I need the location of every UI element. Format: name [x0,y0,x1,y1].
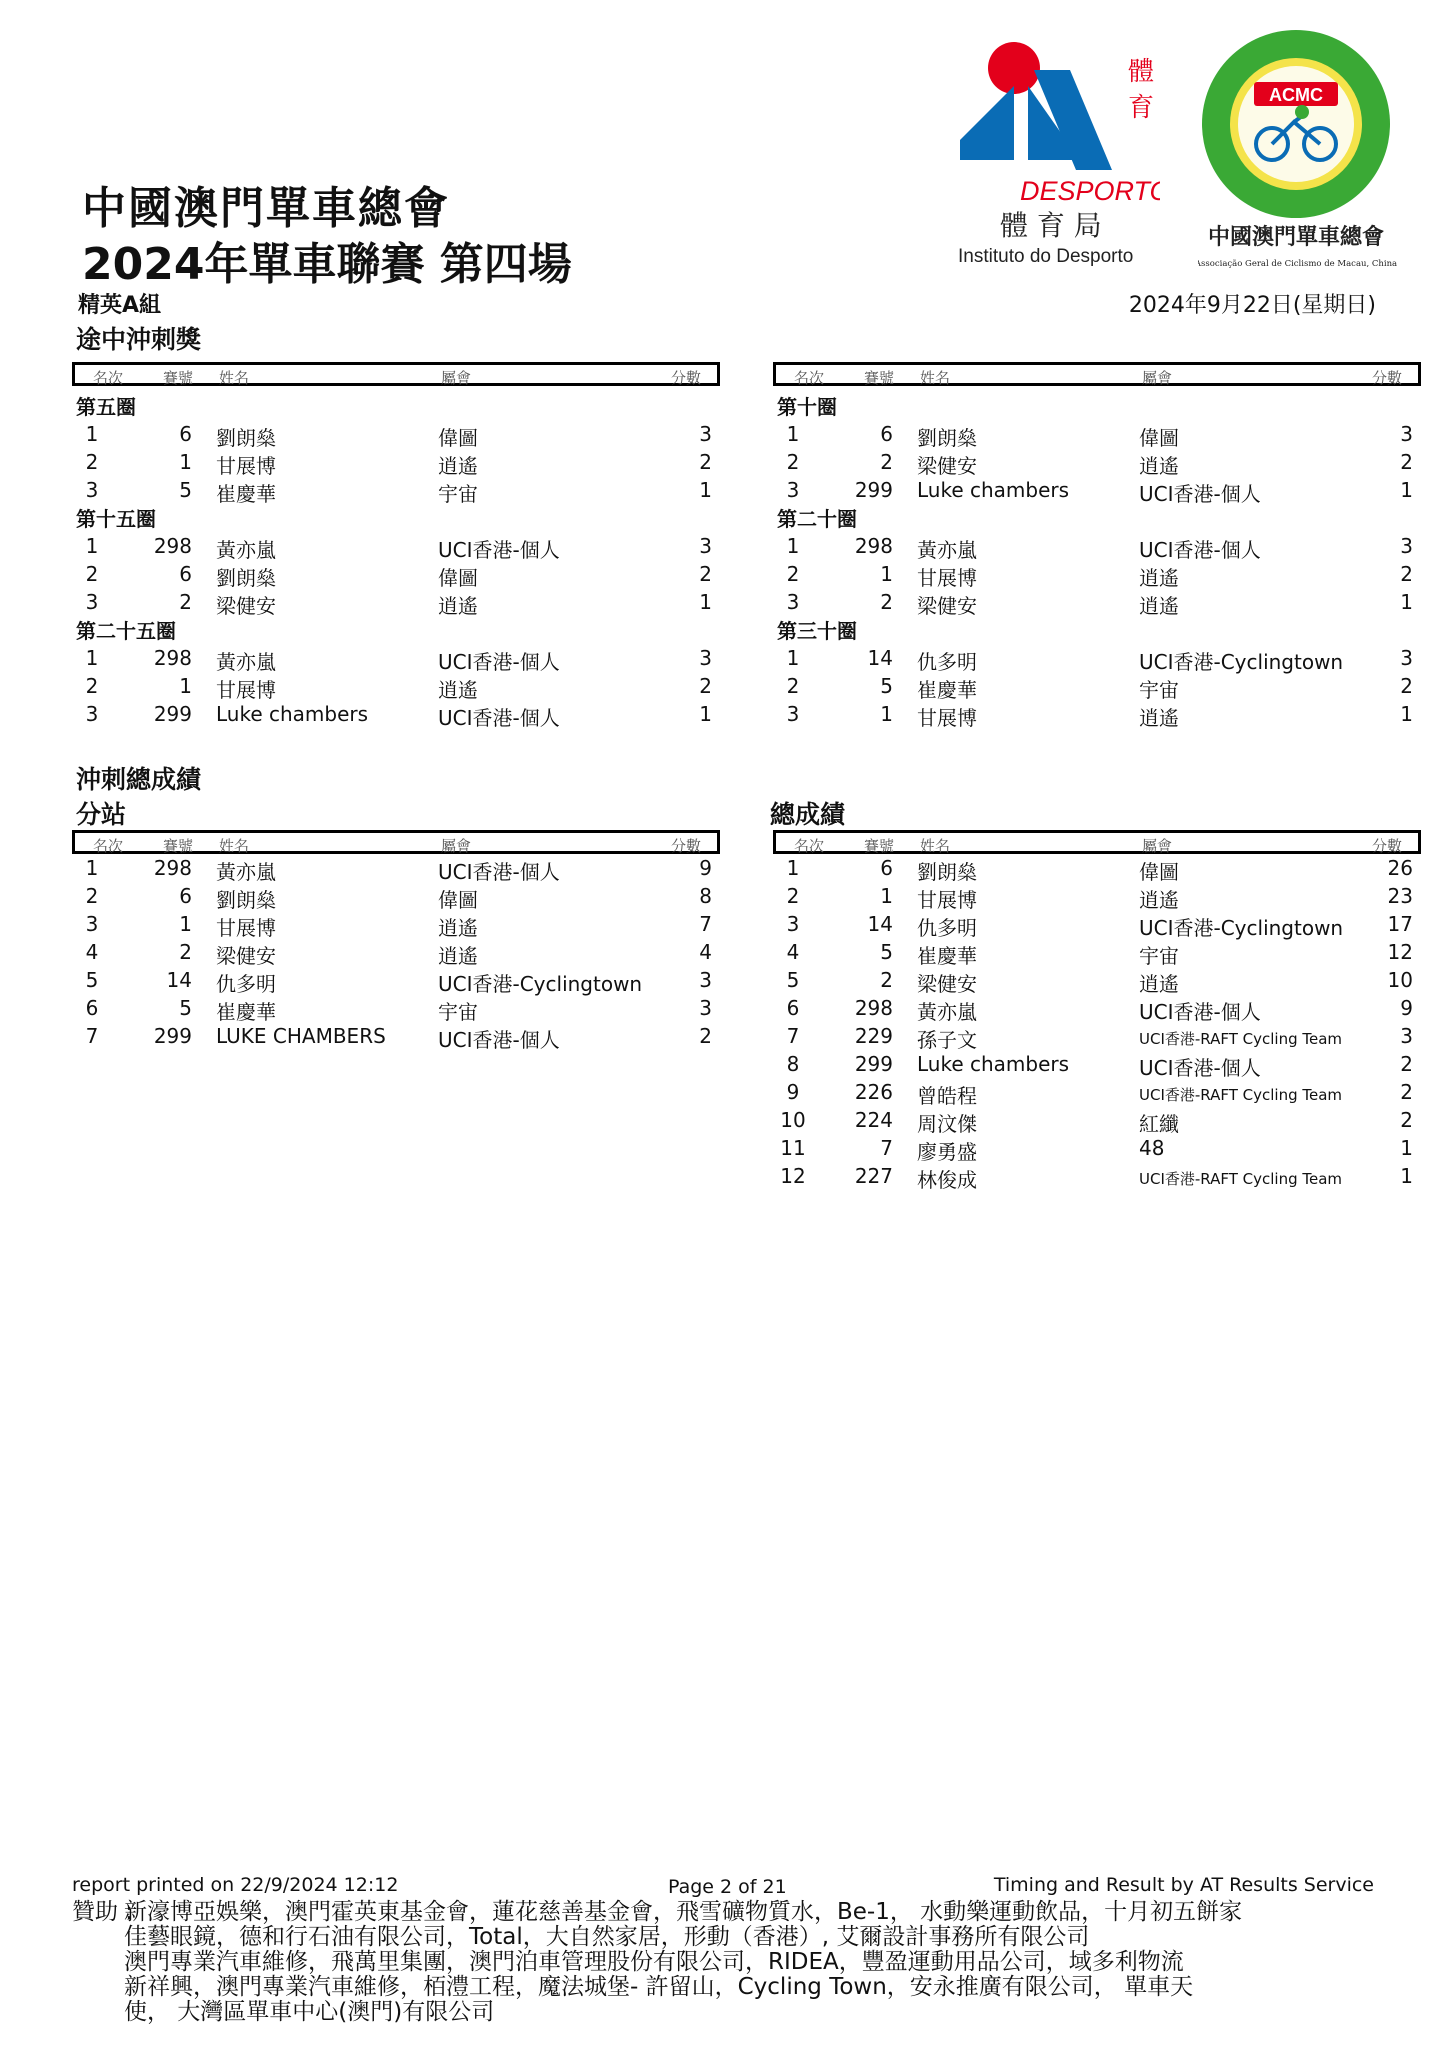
rider-name-cell: 仇多明 [917,650,977,674]
lap-title: 第五圈 [76,395,136,419]
rank-cell: 1 [85,534,99,558]
score-cell: 1 [1400,702,1413,726]
col-score: 分數 [1371,369,1402,387]
club-cell: 逍遙 [1139,454,1179,478]
rank-cell: 6 [786,996,800,1020]
club-cell: UCI香港-Cyclingtown [1139,916,1344,940]
club-cell: UCI香港-RAFT Cycling Team [1139,1170,1343,1188]
col-club: 屬會 [441,369,472,387]
club-cell: 宇宙 [438,482,478,506]
rank-cell: 11 [780,1136,806,1160]
score-cell: 1 [1400,1164,1413,1188]
club-cell: UCI香港-個人 [1139,1000,1261,1024]
rank-cell: 8 [786,1052,800,1076]
rider-name-cell: 梁健安 [216,944,276,968]
rank-cell: 3 [85,478,99,502]
club-cell: UCI香港-個人 [438,860,560,884]
section-title-summary: 沖刺總成績 [76,765,202,794]
score-cell: 1 [699,702,712,726]
sprints-table-right [773,362,1421,728]
table-header [773,830,1421,854]
club-cell: UCI香港-個人 [1139,1056,1261,1080]
rider-name-cell: 林俊成 [917,1168,977,1192]
bib-number-cell: 2 [179,590,192,614]
score-cell: 2 [699,450,712,474]
score-cell: 3 [1400,1024,1413,1048]
table-header [773,362,1421,386]
table-row [773,938,1421,966]
bib-number-cell: 229 [854,1024,893,1048]
rank-cell: 2 [786,884,800,908]
table-row [773,854,1421,882]
score-cell: 2 [699,674,712,698]
table-row [72,938,720,966]
club-cell: 逍遙 [1139,972,1179,996]
score-cell: 3 [699,646,712,670]
table-row [72,966,720,994]
score-cell: 9 [1400,996,1413,1020]
rank-cell: 7 [85,1024,99,1048]
col-name: 姓名 [920,837,951,855]
table-row [773,644,1421,672]
table-row [72,672,720,700]
rider-name-cell: 梁健安 [917,454,977,478]
rank-cell: 2 [85,674,99,698]
club-cell: 紅纖 [1139,1112,1179,1136]
rank-cell: 2 [786,562,800,586]
rank-cell: 3 [85,702,99,726]
rider-name-cell: 梁健安 [917,594,977,618]
col-name: 姓名 [219,837,250,855]
bib-number-cell: 6 [179,884,192,908]
table-row [773,588,1421,616]
rider-name-cell: Luke chambers [216,702,369,726]
club-cell: 逍遙 [438,594,478,618]
rider-name-cell: 甘展博 [917,566,977,590]
desporto-brand: DESPORTO [1020,176,1160,206]
rider-name-cell: 劉朗燊 [917,426,977,450]
club-cell: 偉圖 [438,566,478,590]
rank-cell: 2 [786,674,800,698]
rank-cell: 10 [780,1108,806,1132]
rank-cell: 6 [85,996,99,1020]
table-row [773,700,1421,728]
table-row [773,532,1421,560]
rider-name-cell: 黃亦嵐 [917,1000,977,1024]
score-cell: 2 [1400,562,1413,586]
table-row [72,476,720,504]
rider-name-cell: 崔慶華 [917,944,977,968]
bib-number-cell: 14 [867,912,893,936]
table-row [773,672,1421,700]
score-cell: 26 [1387,856,1413,880]
club-cell: 逍遙 [1139,888,1179,912]
club-cell: 逍遙 [438,916,478,940]
table-row [773,1162,1421,1190]
rider-name-cell: 梁健安 [917,972,977,996]
bib-number-cell: 2 [880,968,893,992]
bib-number-cell: 7 [880,1136,893,1160]
bib-number-cell: 299 [854,1052,893,1076]
desporto-cn-name: 體 育 局 [1000,209,1102,242]
col-name: 姓名 [920,369,951,387]
rank-cell: 2 [85,884,99,908]
score-cell: 2 [1400,1108,1413,1132]
lap-title: 第十五圈 [76,507,156,531]
rank-cell: 1 [786,856,800,880]
score-cell: 4 [699,940,712,964]
bib-number-cell: 299 [153,1024,192,1048]
bib-number-cell: 2 [880,450,893,474]
lap-title: 第三十圈 [777,619,857,643]
score-cell: 1 [1400,1136,1413,1160]
bib-number-cell: 299 [153,702,192,726]
bib-number-cell: 5 [179,478,192,502]
score-cell: 3 [1400,534,1413,558]
bib-number-cell: 298 [854,534,893,558]
club-cell: UCI香港-Cyclingtown [438,972,643,996]
score-cell: 1 [1400,478,1413,502]
rank-cell: 4 [85,940,99,964]
desporto-char-1: 體 [1128,57,1155,87]
club-cell: 逍遙 [438,678,478,702]
club-cell: UCI香港-個人 [438,538,560,562]
rider-name-cell: 仇多明 [917,916,977,940]
club-cell: UCI香港-RAFT Cycling Team [1139,1086,1343,1104]
score-cell: 23 [1387,884,1413,908]
rank-cell: 2 [85,562,99,586]
club-cell: 逍遙 [1139,566,1179,590]
score-cell: 2 [1400,674,1413,698]
table-row [773,966,1421,994]
club-cell: UCI香港-個人 [438,706,560,730]
club-cell: 宇宙 [1139,678,1179,702]
col-club: 屬會 [441,837,472,855]
rank-cell: 1 [85,646,99,670]
col-rank: 名次 [794,369,825,387]
bib-number-cell: 1 [880,884,893,908]
bib-number-cell: 1 [179,912,192,936]
club-cell: 偉圖 [1139,426,1179,450]
rider-name-cell: 甘展博 [216,678,276,702]
bib-number-cell: 14 [166,968,192,992]
rider-name-cell: 仇多明 [216,972,276,996]
sponsor-line: 澳門專業汽車維修，飛萬里集團，澳門泊車管理股份有限公司，RIDEA，豐盈運動用品公司，域多利物流 [124,1949,1184,1975]
score-cell: 8 [699,884,712,908]
rider-name-cell: 甘展博 [216,916,276,940]
rank-cell: 12 [780,1164,806,1188]
bib-number-cell: 226 [854,1080,893,1104]
bib-number-cell: 5 [880,674,893,698]
bib-number-cell: 224 [854,1108,893,1132]
table-row [773,560,1421,588]
rider-name-cell: 周汶傑 [917,1112,977,1136]
sponsor-line: 新祥興，澳門專業汽車維修，栢澧工程，魔法城堡- 許留山，Cycling Town，安永推廣有限公司， 單車天 [124,1974,1194,2000]
acmc-cn-name: 中國澳門單車總會 [1207,224,1385,250]
sponsor-label: 贊助 : [72,1899,134,1925]
report-title: 中國澳門單車總會 [82,183,450,234]
bib-number-cell: 1 [880,562,893,586]
desporto-char-2: 育 [1128,93,1155,123]
score-cell: 17 [1387,912,1413,936]
rider-name-cell: 廖勇盛 [917,1140,977,1164]
score-cell: 10 [1387,968,1413,992]
timing-credit: Timing and Result by AT Results Service [993,1874,1374,1896]
score-cell: 3 [699,422,712,446]
table-row [72,560,720,588]
bib-number-cell: 6 [179,562,192,586]
score-cell: 1 [699,590,712,614]
club-cell: 偉圖 [438,888,478,912]
club-cell: 48 [1139,1136,1165,1160]
club-cell: UCI香港-個人 [1139,482,1261,506]
rank-cell: 3 [786,912,800,936]
rank-cell: 3 [786,478,800,502]
rider-name-cell: 黃亦嵐 [216,860,276,884]
club-cell: 逍遙 [438,944,478,968]
bib-number-cell: 299 [854,478,893,502]
col-score: 分數 [670,837,701,855]
table-row [773,1050,1421,1078]
table-row [773,910,1421,938]
score-cell: 2 [1400,450,1413,474]
bib-number-cell: 6 [880,422,893,446]
rider-name-cell: Luke chambers [917,1052,1070,1076]
score-cell: 3 [1400,422,1413,446]
rank-cell: 5 [786,968,800,992]
table-row [72,588,720,616]
rank-cell: 3 [786,590,800,614]
score-cell: 2 [1400,1052,1413,1076]
score-cell: 3 [699,996,712,1020]
rider-name-cell: 崔慶華 [216,482,276,506]
score-cell: 7 [699,912,712,936]
table-row [773,1134,1421,1162]
col-club: 屬會 [1142,837,1173,855]
score-cell: 3 [1400,646,1413,670]
sponsor-line: 佳藝眼鏡，德和行石油有限公司，Total，大自然家居，形動（香港）, 艾爾設計事務所有限公司 [124,1924,1090,1950]
rank-cell: 1 [786,422,800,446]
bib-number-cell: 5 [179,996,192,1020]
table-row [72,532,720,560]
table-row [72,910,720,938]
rank-cell: 2 [786,450,800,474]
event-date: 2024年9月22日(星期日) [1128,293,1376,318]
club-cell: UCI香港-個人 [438,650,560,674]
desporto-pt-name: Instituto do Desporto [958,246,1134,267]
acmc-badge-text: ACMC [1269,85,1323,105]
rank-cell: 1 [85,856,99,880]
rank-cell: 1 [85,422,99,446]
section-title-stage: 分站 [76,800,127,829]
rank-cell: 5 [85,968,99,992]
rider-name-cell: 甘展博 [917,706,977,730]
bib-number-cell: 298 [854,996,893,1020]
club-cell: 宇宙 [438,1000,478,1024]
table-row [72,882,720,910]
rider-name-cell: 劉朗燊 [216,566,276,590]
club-cell: 逍遙 [1139,594,1179,618]
table-row [773,882,1421,910]
rider-name-cell: 劉朗燊 [917,860,977,884]
rider-name-cell: 崔慶華 [917,678,977,702]
sponsor-line: 新濠博亞娛樂，澳門霍英東基金會，蓮花慈善基金會，飛雪礦物質水，Be-1， 水動樂運動飲品，十月初五餅家 [124,1899,1243,1925]
rider-name-cell: 黃亦嵐 [917,538,977,562]
sponsor-line: 使， 大灣區單車中心(澳門)有限公司 [124,1999,495,2025]
acmc-logo [1198,26,1398,276]
table-row [72,420,720,448]
lap-title: 第二十圈 [777,507,857,531]
section-title-total: 總成績 [770,800,846,829]
table-row [773,1022,1421,1050]
rank-cell: 3 [85,590,99,614]
score-cell: 1 [699,478,712,502]
col-club: 屬會 [1142,369,1173,387]
table-header [72,830,720,854]
bib-number-cell: 2 [179,940,192,964]
table-row [773,448,1421,476]
table-row [773,476,1421,504]
score-cell: 2 [699,1024,712,1048]
bib-number-cell: 5 [880,940,893,964]
rank-cell: 2 [85,450,99,474]
club-cell: 偉圖 [438,426,478,450]
col-no: 賽號 [864,369,895,387]
bib-number-cell: 6 [179,422,192,446]
col-name: 姓名 [219,369,250,387]
rank-cell: 3 [786,702,800,726]
rider-name-cell: 黃亦嵐 [216,538,276,562]
rank-cell: 9 [786,1080,800,1104]
table-row [72,994,720,1022]
table-row [773,420,1421,448]
score-cell: 1 [1400,590,1413,614]
sprints-table-left [72,362,720,728]
rank-cell: 7 [786,1024,800,1048]
col-no: 賽號 [163,837,194,855]
col-rank: 名次 [93,837,124,855]
club-cell: UCI香港-Cyclingtown [1139,650,1344,674]
rider-name-cell: 甘展博 [216,454,276,478]
table-row [72,854,720,882]
total-table [773,830,1421,1190]
score-cell: 2 [1400,1080,1413,1104]
printed-timestamp: report printed on 22/9/2024 12:12 [72,1874,399,1896]
club-cell: 宇宙 [1139,944,1179,968]
col-no: 賽號 [864,837,895,855]
club-cell: 偉圖 [1139,860,1179,884]
table-row [773,994,1421,1022]
page-number: Page 2 of 21 [668,1876,787,1898]
table-row [72,1022,720,1050]
table-header [72,362,720,386]
rider-name-cell: 劉朗燊 [216,888,276,912]
bib-number-cell: 298 [153,534,192,558]
score-cell: 2 [699,562,712,586]
rank-cell: 3 [85,912,99,936]
bib-number-cell: 6 [880,856,893,880]
rank-cell: 1 [786,534,800,558]
col-rank: 名次 [93,369,124,387]
col-score: 分數 [670,369,701,387]
group-label: 精英A組 [78,293,162,318]
rider-name-cell: 孫子文 [917,1028,977,1052]
event-title: 2024年單車聯賽 第四場 [82,239,572,290]
col-rank: 名次 [794,837,825,855]
bib-number-cell: 1 [179,450,192,474]
lap-title: 第二十五圈 [76,619,176,643]
score-cell: 9 [699,856,712,880]
rider-name-cell: 崔慶華 [216,1000,276,1024]
score-cell: 3 [699,968,712,992]
rider-name-cell: 曾皓程 [917,1084,977,1108]
club-cell: 逍遙 [438,454,478,478]
table-row [773,1106,1421,1134]
rank-cell: 1 [786,646,800,670]
rider-name-cell: 劉朗燊 [216,426,276,450]
rider-name-cell: LUKE CHAMBERS [216,1024,386,1048]
table-row [72,448,720,476]
rank-cell: 4 [786,940,800,964]
col-score: 分數 [1371,837,1402,855]
bib-number-cell: 1 [179,674,192,698]
table-row [773,1078,1421,1106]
bib-number-cell: 298 [153,856,192,880]
club-cell: 逍遙 [1139,706,1179,730]
section-title-sprints: 途中沖刺獎 [76,325,202,354]
score-cell: 12 [1387,940,1413,964]
desporto-logo [950,30,1160,270]
acmc-pt-name: Associação Geral de Ciclismo de Macau, China [1198,259,1398,269]
table-row [72,644,720,672]
bib-number-cell: 227 [854,1164,893,1188]
table-row [72,700,720,728]
bib-number-cell: 2 [880,590,893,614]
club-cell: UCI香港-個人 [1139,538,1261,562]
lap-title: 第十圈 [777,395,837,419]
bib-number-cell: 1 [880,702,893,726]
rider-name-cell: Luke chambers [917,478,1070,502]
club-cell: UCI香港-個人 [438,1028,560,1052]
col-no: 賽號 [163,369,194,387]
rider-name-cell: 黃亦嵐 [216,650,276,674]
score-cell: 3 [699,534,712,558]
club-cell: UCI香港-RAFT Cycling Team [1139,1030,1343,1048]
bib-number-cell: 14 [867,646,893,670]
rider-name-cell: 梁健安 [216,594,276,618]
stage-table [72,830,720,1050]
bib-number-cell: 298 [153,646,192,670]
rider-name-cell: 甘展博 [917,888,977,912]
